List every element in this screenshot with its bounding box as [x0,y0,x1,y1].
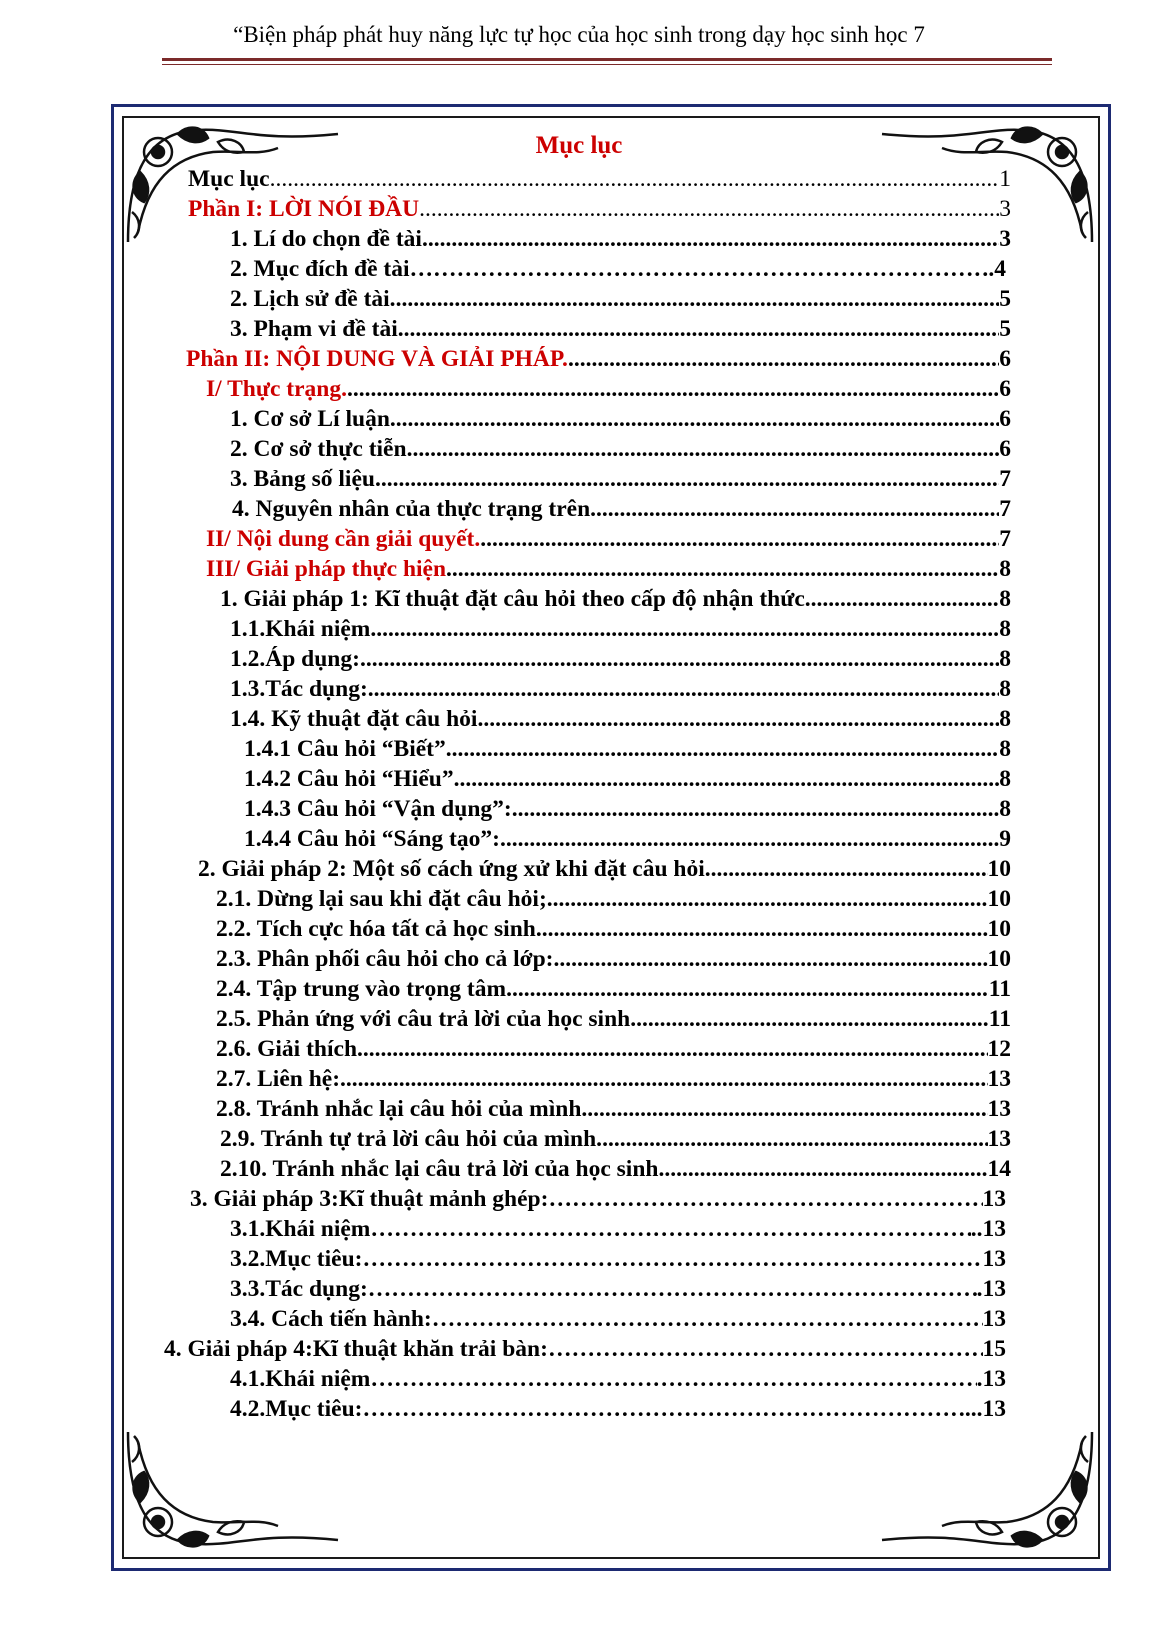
toc-entry-page: 7 [999,526,1011,552]
toc-entry[interactable] [230,316,1011,346]
toc-entry-label: 2.7. Liên hệ: [216,1066,341,1092]
toc-entry[interactable] [188,166,1011,196]
toc-entry-page: 7 [999,466,1011,492]
toc-entry-label: III/ Giải pháp thực hiện [206,556,447,582]
toc-entry-label: 2. Giải pháp 2: Một số cách ứng xử khi đặt câu hỏi. [198,856,711,882]
dot-leader [363,1396,965,1423]
dot-leader [480,526,999,553]
toc-entry-page: 13 [987,1066,1011,1092]
toc-entry[interactable] [230,226,1011,256]
toc-entry-page: 3 [999,226,1011,252]
toc-entry[interactable] [230,1306,1006,1336]
toc-entry-page: .13 [976,1276,1006,1302]
toc-entry[interactable] [216,1066,1011,1096]
toc-entry[interactable] [230,1396,1006,1426]
corner-ornament-bottom-left-icon [118,1422,348,1562]
toc-entry-label: 2.2. Tích cực hóa tất cả học sinh. [216,916,542,942]
toc-entry-page: 9 [999,826,1011,852]
toc-entry-page: 13 [982,1306,1006,1332]
toc-entry[interactable] [244,826,1011,856]
toc-entry-page: 13 [982,1186,1006,1212]
toc-entry-label: 3.1.Khái niệm [230,1216,371,1242]
toc-entry-label: 2.6. Giải thích. [216,1036,363,1062]
dot-leader [636,1006,989,1033]
toc-entry[interactable] [206,526,1011,556]
dot-leader [658,1156,987,1183]
toc-entry-page: 13 [987,1096,1011,1122]
toc-entry[interactable] [206,556,1011,586]
toc-entry[interactable] [230,1246,1006,1276]
page-header-title: “Biện pháp phát huy năng lực tự học của học sinh trong dạy học sinh học 7 [233,22,925,47]
dot-leader [410,256,989,283]
dot-leader [404,316,1000,343]
toc-entry-page: 8 [999,796,1011,822]
toc-entry-label: 2.4. Tập trung vào trọng tâm. [216,976,512,1002]
toc-entry[interactable] [216,1036,1011,1066]
dot-leader [363,1246,983,1273]
corner-ornament-bottom-right-icon [872,1422,1102,1562]
toc-entry-label: 2. Cơ sở thực tiễn [230,436,407,462]
dot-leader [368,676,999,703]
dot-leader [432,1306,983,1333]
toc-entry-page: .13 [976,1366,1006,1392]
toc-entry-page: 1 [999,166,1011,192]
toc-title: Mục lục [535,132,623,159]
dot-leader [548,1336,983,1363]
toc-entry-page: 10 [987,856,1011,882]
toc-entry-page: 8 [999,586,1011,612]
toc-entry[interactable] [230,256,1006,286]
toc-entry-label: 1.3.Tác dụng: [230,676,368,702]
dot-leader [568,346,999,373]
toc-entry-label: 3. Bảng số liệu. [230,466,381,492]
toc-entry-page: 13 [982,1246,1006,1272]
dot-leader [370,1366,976,1393]
toc-entry-label: 1.4. Kỹ thuật đặt câu hỏi. [230,706,484,732]
toc-entry[interactable] [230,706,1011,736]
toc-entry-label: II/ Nội dung cần giải quyết. [206,526,481,552]
toc-entry[interactable] [216,1096,1011,1126]
toc-entry-label: 1.1.Khái niệm. [230,616,377,642]
toc-entry-label: 4.2.Mục tiêu: [230,1396,363,1422]
toc-entry-label: 1.2.Áp dụng: [230,646,360,672]
toc-entry[interactable] [220,1126,1011,1156]
toc-entry-page: 7 [999,496,1011,522]
toc-entry[interactable] [230,1366,1006,1396]
toc-entry-page: 8 [999,646,1011,672]
toc-entry[interactable] [206,376,1011,406]
toc-entry[interactable] [230,646,1011,676]
dot-leader [270,166,1000,193]
toc-entry-label: 2.5. Phản ứng với câu trả lời của học sinh. [216,1006,637,1032]
toc-entry-label: 3. Phạm vi đề tài. [230,316,404,342]
toc-entry-page: 8 [999,766,1011,792]
dot-leader [554,946,988,973]
toc-entry-label: 2.10. Tránh nhắc lại câu trả lời của học sinh [220,1156,659,1182]
toc-entry-page: 3 [999,196,1011,222]
toc-entry[interactable] [216,946,1011,976]
dot-leader [347,376,999,403]
toc-entry-page: 6 [999,346,1011,372]
toc-entry-label: 1.4.4 Câu hỏi “Sáng tạo”: [244,826,500,852]
toc-entry[interactable] [230,616,1011,646]
dot-leader [368,1276,977,1303]
toc-entry-page: 12 [987,1036,1011,1062]
toc-entry-label: 2.1. Dừng lại sau khi đặt câu hỏi; [216,886,547,912]
toc-entry-label: 3.4. Cách tiến hành: [230,1306,432,1332]
toc-entry-page: 5 [999,316,1011,342]
dot-leader [340,1066,987,1093]
dot-leader [363,1036,988,1063]
toc-entry-page: 11 [988,1006,1011,1032]
toc-entry-label: Phần II: NỘI DUNG VÀ GIẢI PHÁP. [186,346,568,372]
dot-leader [500,826,999,853]
toc-entry-label: 4. Nguyên nhân của thực trạng trên [232,496,591,522]
toc-entry[interactable] [230,286,1011,316]
toc-entry-label: 1. Cơ sở Lí luận [230,406,390,432]
toc-entry[interactable] [230,1276,1006,1306]
toc-entry[interactable] [216,976,1011,1006]
toc-entry[interactable] [230,406,1011,436]
dot-leader [590,496,999,523]
toc-entry-page: 10 [987,886,1011,912]
toc-entry-page: ...13 [964,1396,1006,1422]
dot-leader [446,736,1000,763]
dot-leader [483,706,999,733]
toc-entry-page: ..13 [970,1216,1006,1242]
toc-entry-label: I/ Thực trạng. [206,376,347,402]
toc-entry[interactable] [244,796,1011,826]
toc-entry[interactable] [244,766,1011,796]
dot-leader [419,196,999,223]
toc-entry-page: 15 [982,1336,1006,1362]
toc-entry[interactable] [220,1156,1011,1186]
toc-entry-label: 3.2.Mục tiêu: [230,1246,363,1272]
toc-entry[interactable] [190,1186,1006,1216]
toc-entry-page: 8 [999,556,1011,582]
toc-entry-page: 8 [999,736,1011,762]
dot-leader [548,1186,982,1213]
toc-entry-label: 2. Lịch sử đề tài. [230,286,396,312]
toc-entry-label: 4.1.Khái niệm [230,1366,371,1392]
toc-entry[interactable] [230,436,1011,466]
dot-leader [459,766,999,793]
toc-entry[interactable] [216,886,1011,916]
dot-leader [390,406,999,433]
dot-leader [407,436,1000,463]
toc-entry-label: 4. Giải pháp 4:Kĩ thuật khăn trải bàn: [164,1336,548,1362]
toc-entry-page: 6 [999,376,1011,402]
dot-leader [512,976,989,1003]
toc-entry[interactable] [186,346,1011,376]
toc-entry-page: 8 [999,676,1011,702]
toc-entry[interactable] [230,466,1011,496]
dot-leader [587,1096,987,1123]
dot-leader [376,616,999,643]
dot-leader [381,466,999,493]
toc-entry-label: 3.3.Tác dụng: [230,1276,368,1302]
dot-leader [547,886,988,913]
toc-entry-label: 2.9. Tránh tự trả lời câu hỏi của mình. [220,1126,603,1152]
toc-entry[interactable] [164,1336,1006,1366]
toc-entry-page: 14 [987,1156,1011,1182]
dot-leader [512,796,1000,823]
toc-entry[interactable] [188,196,1011,226]
toc-entry-label: 1.4.1 Câu hỏi “Biết” [244,736,446,762]
toc-entry-label: 2.3. Phân phối câu hỏi cho cả lớp: [216,946,554,972]
toc-entry-label: 1.4.3 Câu hỏi “Vận dụng”: [244,796,512,822]
toc-entry-page: 6 [999,436,1011,462]
toc-entry-page: 6 [999,406,1011,432]
toc-entry-label: 2. Mục đích đề tài [230,256,410,282]
dot-leader [711,856,988,883]
toc-entry-page: 8 [999,706,1011,732]
toc-entry-page: 10 [987,916,1011,942]
dot-leader [370,1216,970,1243]
toc-entry-label: 3. Giải pháp 3:Kĩ thuật mảnh ghép: [190,1186,549,1212]
toc-entry-page: 8 [999,616,1011,642]
toc-entry-label: 1. Lí do chọn đề tài. [230,226,428,252]
dot-leader [811,586,1000,613]
toc-entry-label: 2.8. Tránh nhắc lại câu hỏi của mình. [216,1096,588,1122]
dot-leader [396,286,1000,313]
toc-entry-page: 13 [987,1126,1011,1152]
toc-entry-label: Mục lục [188,166,270,192]
toc-entry[interactable] [198,856,1011,886]
toc-entry-page: 5 [999,286,1011,312]
toc-entry[interactable] [232,496,1011,526]
toc-entry-label: 1. Giải pháp 1: Kĩ thuật đặt câu hỏi theo cấp độ nhận thức. [220,586,811,612]
toc-entry[interactable] [220,586,1011,616]
toc-entry[interactable] [216,1006,1011,1036]
toc-entry[interactable] [216,916,1011,946]
toc-entry[interactable] [230,1216,1006,1246]
toc-entry-label: Phần I: LỜI NÓI ĐẦU [188,196,420,222]
toc-entry[interactable] [244,736,1011,766]
toc-entry-page: 11 [988,976,1011,1002]
toc-entry-page: .4 [988,256,1006,282]
dot-leader [542,916,988,943]
header-rule [162,58,1052,65]
dot-leader [428,226,999,253]
toc-entry-page: 10 [987,946,1011,972]
dot-leader [360,646,999,673]
toc-entry[interactable] [230,676,1011,706]
dot-leader [602,1126,987,1153]
toc-entry-label: 1.4.2 Câu hỏi “Hiểu”. [244,766,460,792]
dot-leader [446,556,999,583]
